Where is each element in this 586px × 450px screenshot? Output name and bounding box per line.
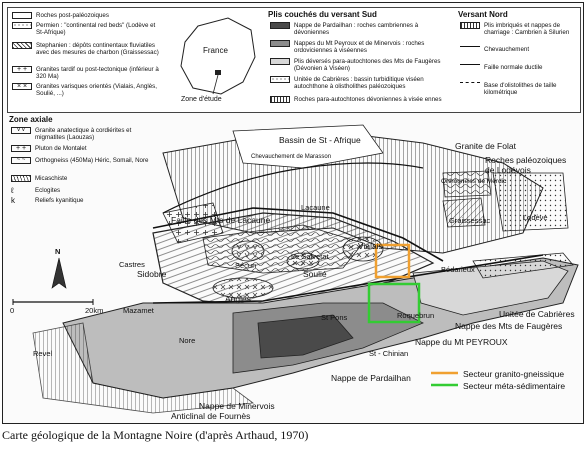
legend-meta-label: Secteur méta-sédimentaire [463,381,566,391]
label-mazamet: Mazamet [123,306,154,315]
legend-item-faugeres: Plis déversés para-autochtones des Mts de Faugères (Dévonien à Viséen) [270,58,450,72]
north-arrow-icon [52,258,66,288]
label-roquebrun: Roquebrun [397,311,435,320]
label-chev-marasson: Chevauchement de Marasson [251,154,332,160]
dark-swatch [270,22,290,29]
white-swatch [12,12,32,19]
light-swatch [270,58,290,65]
mid-swatch [270,40,290,47]
map-frame [2,2,584,424]
legend-item-para-autochtones: Roches para-autochtones dévoniennes à visée ennes [270,96,450,103]
label-pardailhan: Nappe de Pardailhan [331,373,411,383]
label-soulie: Soulié [303,269,327,279]
eclogite-icon: ℓ [11,186,14,195]
label-secun: Sécun [235,261,257,270]
base-icon [460,82,480,87]
legend-item-plis-imbriques: Plis imbriqués et nappes de charriage : Cambrien à Silurien [460,22,578,36]
thrust-icon [460,46,480,51]
legend-item-cabrieres: Unitée de Cabrières : bassin turbiditique viséen autochthone à olistholithes paléozoiques [270,76,450,90]
hatch-swatch [12,42,32,49]
legend-item-pardailhan: Nappe de Pardailhan : roches cambriennes à dévoniennes [270,22,450,36]
label-castres: Castres [119,260,145,269]
legend-item-minervois: Nappes du Mt Peyroux et de Minervois : roches ordoviciennes à viséennes [270,40,450,54]
label-lodeve: Lodève [523,213,548,222]
label-bassin: Bassin de St - Afrique [279,135,361,145]
legend-item-chevauchement: Chevauchement [460,46,578,53]
legend-panel [7,7,581,113]
legend-item-permien: Permien : "continental red beds" (Lodève et St-Afrique) [12,22,162,36]
legend-item-kyanite: k Reliefs kyanitique [11,196,84,205]
label-salvetat: Le Salvetat [291,252,329,261]
label-ortho-merdic: Orthogneiss de Mérdic [441,178,507,185]
label-mt-peyroux: Nappe du Mt PEYROUX [415,337,508,347]
wave-swatch: ~ ~ [11,157,31,164]
label-bedarieux: Bédarieux [441,265,475,274]
label-graissessac: Graissessac [449,216,491,225]
zone-axiale-title: Zone axiale [9,115,53,124]
legend-item-post-paleozoic: Roches post-paléozoiques [12,12,162,19]
legend-item-granite-varisque: × × Granites varisques orientés (Vialais, Anglès, Soulié, ...) [12,83,162,97]
cross-swatch: × × [12,83,32,90]
legend-item-granite-tardif: + + Granites tardif ou post-tectonique (inférieur à 320 Ma) [12,66,162,80]
plus-swatch: + + [12,66,32,73]
label-lacaune: Lacaune [301,203,330,212]
label-faille-lacaune: Faille des Mts de Lacaune [171,215,271,225]
dots-swatch [270,76,290,83]
scale-km-label: 20km [85,306,104,315]
study-area-marker [215,70,221,75]
plus-swatch: + + [11,145,31,152]
legend-item-faille: Faille normale ductile [460,64,578,71]
legend-item-eclogites: ℓ Eclogites [11,186,61,195]
mica-swatch [11,175,31,182]
label-anticlinal: Anticlinal de Fournès [171,411,251,421]
label-nore: Nore [179,336,196,345]
label-cabrieres: Unitée de Cabrières [499,309,575,319]
label-angles: Anglès [225,294,251,304]
v-swatch: v v [11,127,31,134]
legend-item-micaschiste: Micaschiste [11,175,151,182]
legend-item-olistolithes: Base d'olistolithes de taille kilométrique [460,82,578,96]
inset-zone-label: Zone d'étude [181,96,222,103]
france-outline [181,18,255,94]
label-revel: Revel [33,349,53,358]
legend-item-montalet: + + Pluton de Montalet [11,145,151,152]
legend-item-stephanien: Stephanien : dépôts continentaux fluviatiles avec des mesures de charbon (Graissessac) [12,42,162,56]
label-granite-folat: Granite de Folat [455,141,516,151]
scale-zero-label: 0 [10,306,15,315]
label-sidobre: Sidobre [137,269,167,279]
col3-title: Versant Nord [458,10,508,19]
inset-map [173,12,263,106]
label-minervois: Nappe de Minervois [199,401,275,411]
label-vialais: Vialais [358,241,383,251]
vlines-swatch [270,96,290,103]
legend-item-laouzas: v v Granite anatectique à cordiérites et migmatites (Laouzas) [11,127,151,141]
legend-granito-label: Secteur granito-gneissique [463,369,565,379]
fault-icon [460,64,480,69]
label-roches-lodevois: Roches paléozoiques de Lodévois [485,155,567,175]
dots-swatch [12,22,32,29]
legend-item-orthogneiss: ~ ~ Orthogneiss (450Ma) Héric, Somail, Nore [11,157,151,164]
inset-country-label: France [203,46,228,55]
kyanite-icon: k [11,196,15,205]
vlines-swatch [460,22,480,29]
label-faugeres: Nappe des Mts de Faugères [455,321,563,331]
north-label: N [55,247,61,256]
label-st-pons: St Pons [321,313,348,322]
col2-title: Plis couchés du versant Sud [268,10,377,19]
label-st-chinian: St - Chinian [369,349,409,358]
figure-caption: Carte géologique de la Montagne Noire (d'après Arthaud, 1970) [2,428,309,442]
